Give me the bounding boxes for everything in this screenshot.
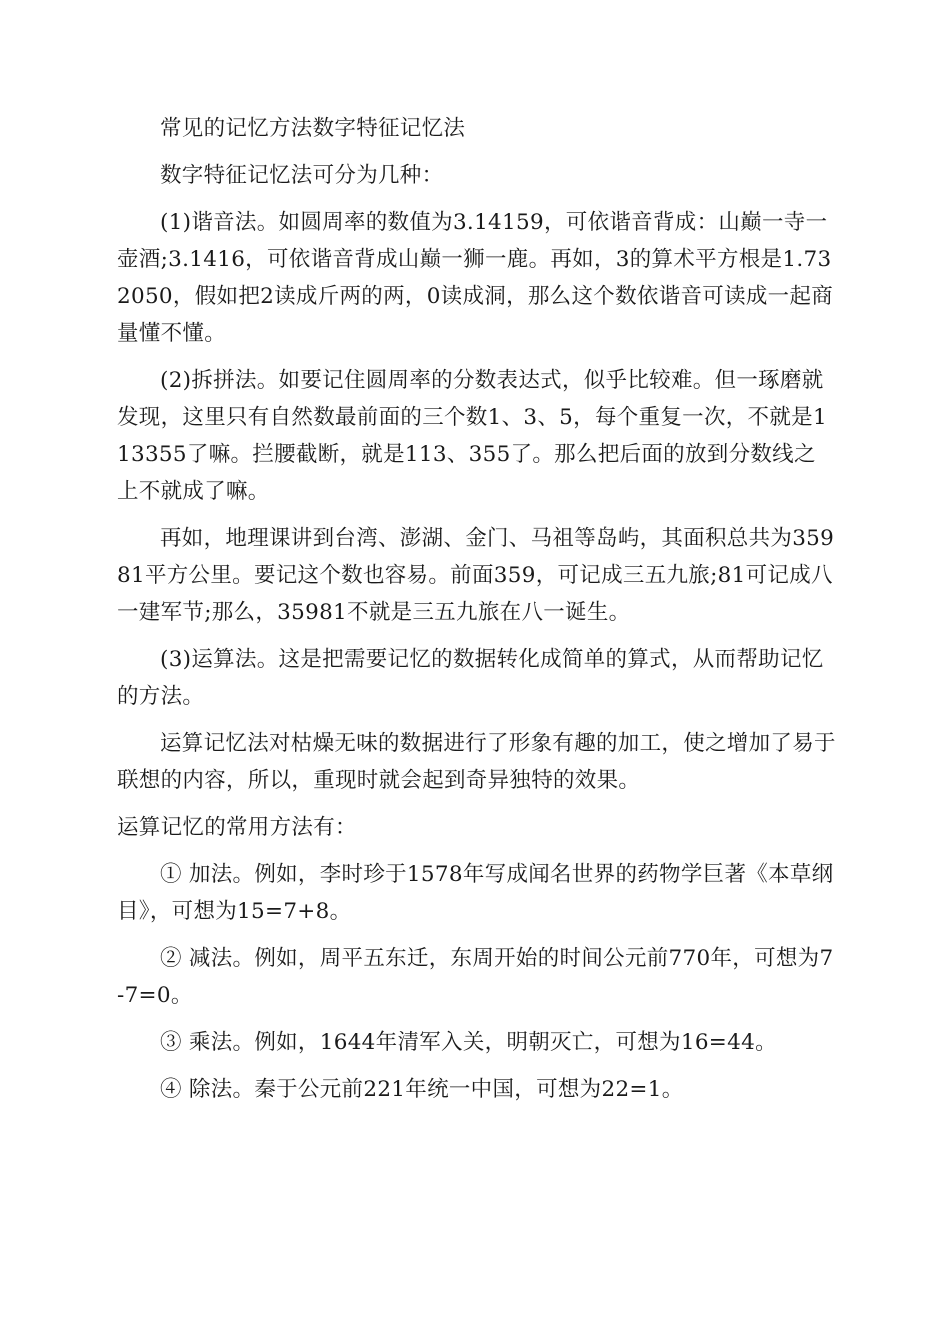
paragraph-title: 常见的记忆方法数字特征记忆法 <box>160 116 466 141</box>
paragraph-split-method: (2)拆拼法。如要记住圆周率的分数表达式，似乎比较难。但一琢磨就发现，这里只有自然数最前面的三个数1、3、5，每个重复一次，不就是113355了嘛。拦腰截断，就是113、355了。那么把后面的放到分数线之上不就成了嘛。 <box>117 368 827 504</box>
paragraph-geography-example: 再如，地理课讲到台湾、澎湖、金门、马祖等岛屿，其面积总共为35981平方公里。要记这个数也容易。前面359，可记成三五九旅;81可记成八一建军节;那么，35981不就是三五九旅在八一诞生。 <box>117 526 835 625</box>
paragraph-subtraction: ② 减法。例如，周平五东迁，东周开始的时间公元前770年，可想为7-7=0。 <box>117 946 834 1008</box>
paragraph-homophone-method: (1)谐音法。如圆周率的数值为3.14159，可依谐音背成：山巅一寺一壶酒;3.1416，可依谐音背成山巅一狮一鹿。再如，3的算术平方根是1.732050，假如把2读成斤两的两，0读成洞，那么这个数依谐音可读成一起商量懂不懂。 <box>117 210 834 346</box>
paragraph-multiplication: ③ 乘法。例如，1644年清军入关，明朝灭亡，可想为16=44。 <box>160 1030 777 1055</box>
paragraph-intro: 数字特征记忆法可分为几种： <box>160 163 444 188</box>
paragraph-division: ④ 除法。秦于公元前221年统一中国，可想为22=1。 <box>160 1077 684 1102</box>
paragraph-arithmetic-benefit: 运算记忆法对枯燥无味的数据进行了形象有趣的加工，使之增加了易于联想的内容，所以，重现时就会起到奇异独特的效果。 <box>117 731 836 793</box>
document-body <box>117 110 837 1118</box>
paragraph-addition: ① 加法。例如，李时珍于1578年写成闻名世界的药物学巨著《本草纲目》，可想为15=7+8。 <box>117 862 834 924</box>
paragraph-arithmetic-method: (3)运算法。这是把需要记忆的数据转化成简单的算式，从而帮助记忆的方法。 <box>117 647 824 709</box>
paragraph-common-methods: 运算记忆的常用方法有： <box>117 815 357 840</box>
